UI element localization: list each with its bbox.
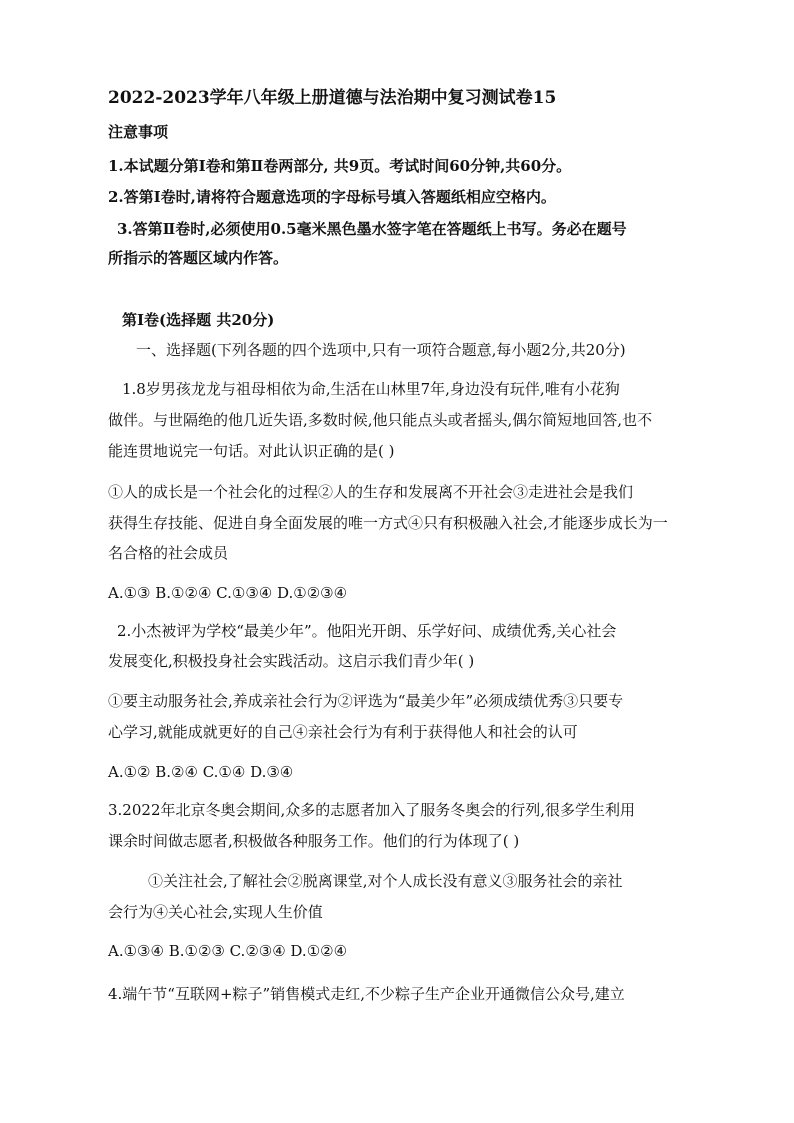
notice-item: 1.本试题分第Ⅰ卷和第Ⅱ卷两部分, 共9页。考试时间60分钟,共60分。 [108,157,572,175]
paper-title: 2022-2023学年八年级上册道德与法治期中复习测试卷15 [108,88,557,108]
question-3-stem-line: 课余时间做志愿者,积极做各种服务工作。他们的行为体现了( ) [108,832,520,850]
question-1-statement-line: 名合格的社会成员 [108,544,229,562]
notice-heading: 注意事项 [108,123,169,141]
question-1-statement-line: ①人的成长是一个社会化的过程②人的生存和发展离不开社会③走进社会是我们 [108,483,634,501]
question-1-stem-line: 1.8岁男孩龙龙与祖母相依为命,生活在山林里7年,身边没有玩伴,唯有小花狗 [122,380,620,398]
question-4-stem-line: 4.端午节“互联网+粽子”销售模式走红,不少粽子生产企业开通微信公众号,建立 [108,985,625,1003]
question-2-options: A.①② B.②④ C.①④ D.③④ [108,763,294,781]
section-title: 第Ⅰ卷(选择题 共20分) [122,311,275,329]
question-1-options: A.①③ B.①②④ C.①③④ D.①②③④ [108,584,348,602]
notice-item: 3.答第Ⅱ卷时,必须使用0.5毫米黑色墨水签字笔在答题纸上书写。务必在题号 [117,220,627,238]
question-2-stem-line: 发展变化,积极投身社会实践活动。这启示我们青少年( ) [108,652,475,670]
question-2-statement-line: ①要主动服务社会,养成亲社会行为②评选为“最美少年”必须成绩优秀③只要专 [108,692,624,710]
question-1-stem-line: 做伴。与世隔绝的他几近失语,多数时候,他只能点头或者摇头,偶尔简短地回答,也不 [108,411,653,429]
question-1-stem-line: 能连贯地说完一句话。对此认识正确的是( ) [108,442,395,460]
question-3-options: A.①③④ B.①②③ C.②③④ D.①②④ [108,942,348,960]
question-2-stem-line: 2.小杰被评为学校“最美少年”。他阳光开朗、乐学好问、成绩优秀,关心社会 [117,622,617,640]
question-3-stem-line: 3.2022年北京冬奥会期间,众多的志愿者加入了服务冬奥会的行列,很多学生利用 [108,801,636,819]
question-3-statement-line: ①关注社会,了解社会②脱离课堂,对个人成长没有意义③服务社会的亲社 [148,872,623,890]
notice-item: 2.答第Ⅰ卷时,请将符合题意选项的字母标号填入答题纸相应空格内。 [108,188,556,206]
question-1-statement-line: 获得生存技能、促进自身全面发展的唯一方式④只有积极融入社会,才能逐步成长为一 [108,514,668,532]
question-2-statement-line: 心学习,就能成就更好的自己④亲社会行为有利于获得他人和社会的认可 [108,723,578,741]
question-3-statement-line: 会行为④关心社会,实现人生价值 [108,903,323,921]
part-instruction: 一、选择题(下列各题的四个选项中,只有一项符合题意,每小题2分,共20分) [136,341,626,359]
notice-item: 所指示的答题区域内作答。 [108,249,289,267]
